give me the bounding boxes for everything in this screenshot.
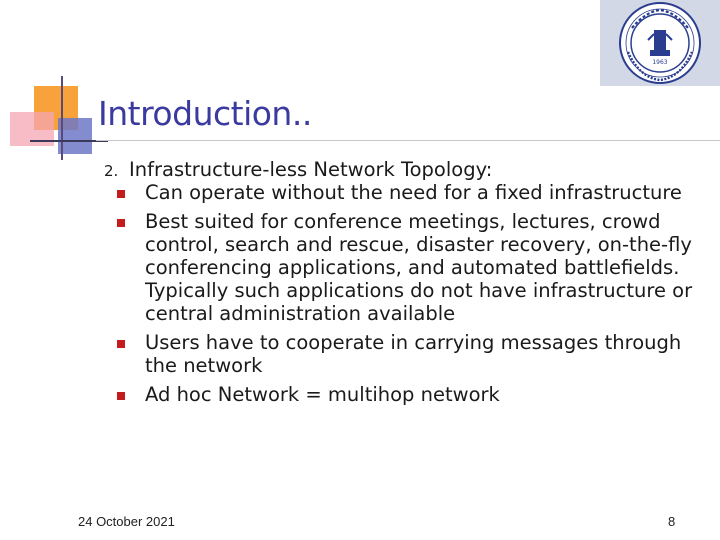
bullet-item	[104, 210, 704, 325]
slide-title: Introduction..	[98, 94, 312, 133]
university-logo	[600, 0, 720, 86]
bullet-text: Can operate without the need for a fixed infrastructure	[145, 181, 682, 204]
title-ornament-blue	[58, 118, 92, 154]
item-number: 2.	[104, 162, 119, 180]
bullet-square-icon	[117, 219, 125, 227]
bullet-text: Users have to cooperate in carrying messages through the network	[145, 331, 682, 377]
bullet-square-icon	[117, 190, 125, 198]
bullet-square-icon	[117, 392, 125, 400]
footer-date: 24 October 2021	[78, 514, 175, 529]
title-underline	[96, 140, 720, 141]
bullet-list	[104, 181, 704, 406]
bullet-text: Ad hoc Network = multihop network	[145, 383, 500, 406]
numbered-item	[104, 158, 704, 406]
bullet-item	[104, 331, 704, 377]
bullet-text: Best suited for conference meetings, lectures, crowd control, search and rescue, disaster recovery, on-the-fly conferencing applications, and automated battlefields. Typically such applications do not have infrastructure or central administration available	[145, 210, 693, 325]
bullet-item	[104, 181, 704, 204]
item-text: Infrastructure-less Network Topology:	[129, 158, 493, 181]
slide-content	[104, 158, 704, 406]
title-ornament-vertical-line	[61, 76, 63, 160]
logo-year: 1963	[652, 59, 668, 66]
page-number: 8	[668, 514, 676, 529]
bullet-item	[104, 383, 704, 406]
bullet-square-icon	[117, 340, 125, 348]
